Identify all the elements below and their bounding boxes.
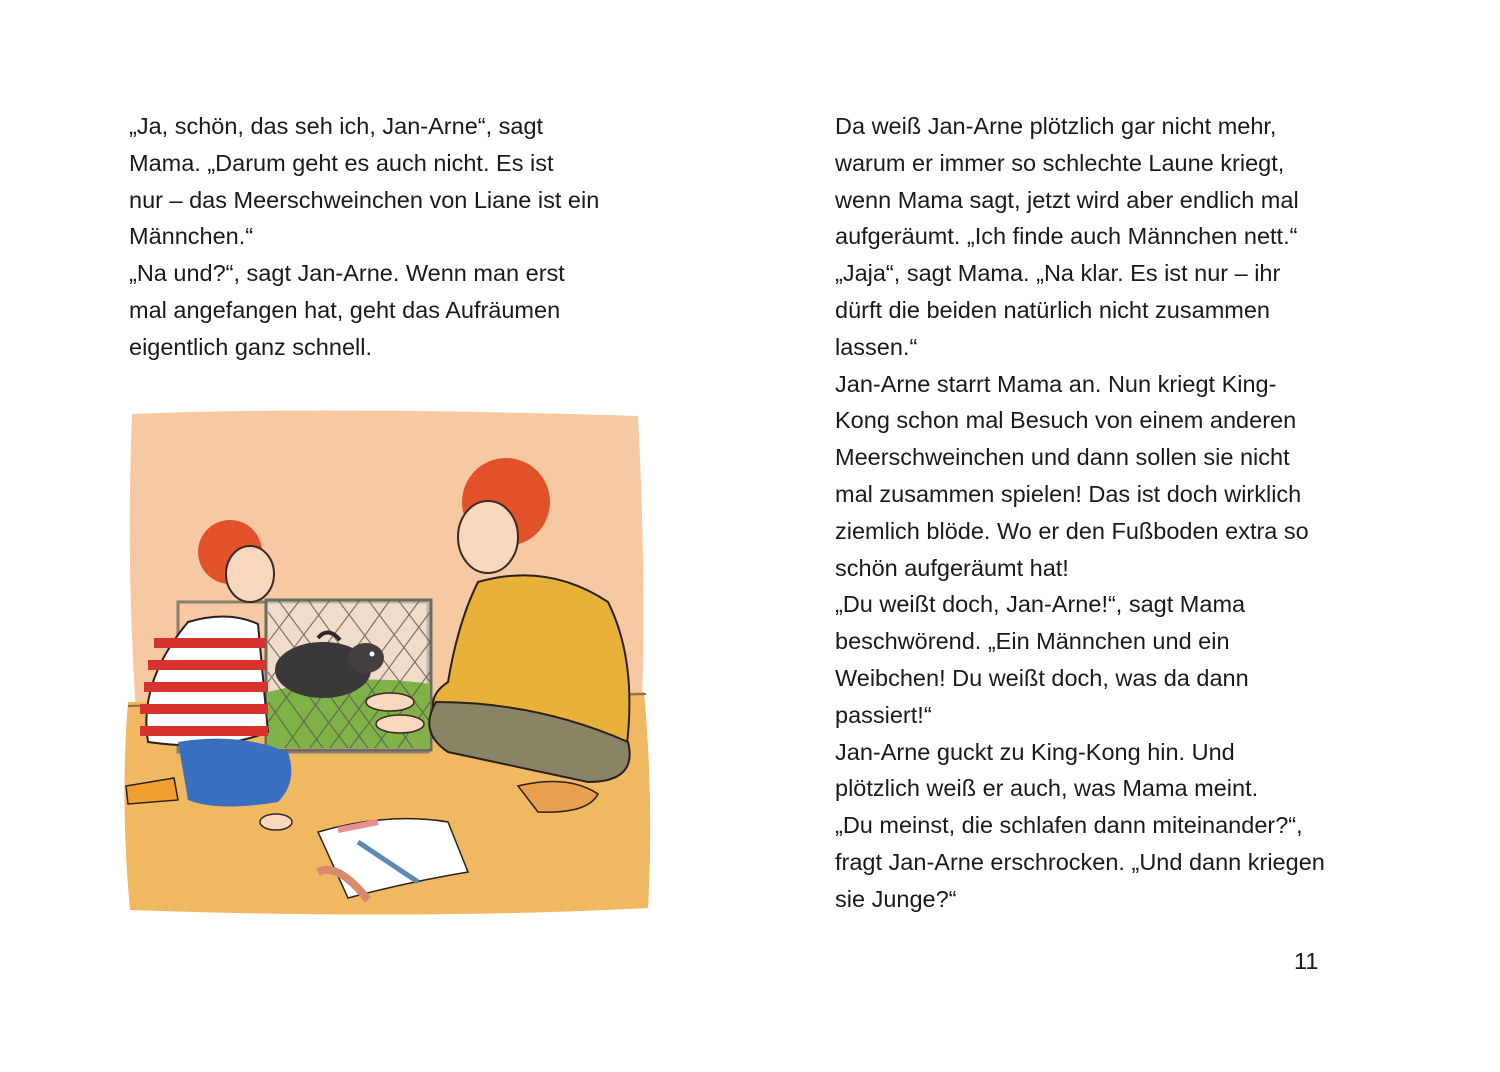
boy-jeans: [178, 739, 291, 807]
text-line: „Du weißt doch, Jan-Arne!“, sagt Mama: [835, 591, 1246, 618]
text-line: Mama. „Darum geht es auch nicht. Es ist: [129, 149, 554, 176]
text-line: Meerschweinchen und dann sollen sie nicht: [835, 444, 1290, 471]
text-line: passiert!“: [835, 701, 932, 728]
text-line: „Ja, schön, das seh ich, Jan-Arne“, sagt: [129, 113, 544, 139]
text-line: eigentlich ganz schnell.: [129, 333, 372, 360]
text-line: wenn Mama sagt, jetzt wird aber endlich mal: [835, 186, 1299, 213]
text-line: Männchen.“: [129, 223, 254, 250]
text-line: nur – das Meerschweinchen von Liane ist ein: [129, 186, 600, 213]
text-line: sie Junge?“: [835, 885, 957, 912]
text-line: beschwörend. „Ein Männchen und ein: [835, 628, 1230, 655]
text-line: mal angefangen hat, geht das Aufräumen: [129, 296, 561, 323]
boy-mother-guinea-pig-cage-illustration: [118, 402, 666, 922]
text-line: „Jaja“, sagt Mama. „Na klar. Es ist nur – ihr: [835, 260, 1281, 287]
text-line: ziemlich blöde. Wo er den Fußboden extra so: [835, 517, 1309, 544]
text-line: plötzlich weiß er auch, was Mama meint.: [835, 775, 1259, 802]
text-line: Kong schon mal Besuch von einem anderen: [835, 407, 1297, 434]
text-line: fragt Jan-Arne erschrocken. „Und dann kriegen: [835, 848, 1325, 875]
text-line: Weibchen! Du weißt doch, was da dann: [835, 664, 1249, 691]
text-line: mal zusammen spielen! Das ist doch wirklich: [835, 480, 1302, 507]
text-line: warum er immer so schlechte Laune kriegt,: [835, 149, 1285, 176]
page-number: 11: [1294, 948, 1319, 974]
text-line: Jan-Arne guckt zu King-Kong hin. Und: [835, 738, 1235, 765]
right-page: [750, 0, 1500, 1072]
left-page-text: [129, 108, 669, 366]
text-line: Da weiß Jan-Arne plötzlich gar nicht mehr,: [835, 113, 1277, 139]
text-line: Jan-Arne starrt Mama an. Nun kriegt King-: [835, 370, 1277, 397]
text-line: „Na und?“, sagt Jan-Arne. Wenn man erst: [129, 260, 565, 287]
text-line: schön aufgeräumt hat!: [835, 554, 1069, 581]
text-line: lassen.“: [835, 333, 918, 360]
text-line: „Du meinst, die schlafen dann miteinander?“,: [835, 812, 1303, 839]
text-line: aufgeräumt. „Ich finde auch Männchen nett.“: [835, 223, 1298, 250]
right-page-text: [835, 108, 1395, 918]
text-line: dürft die beiden natürlich nicht zusammen: [835, 296, 1270, 323]
